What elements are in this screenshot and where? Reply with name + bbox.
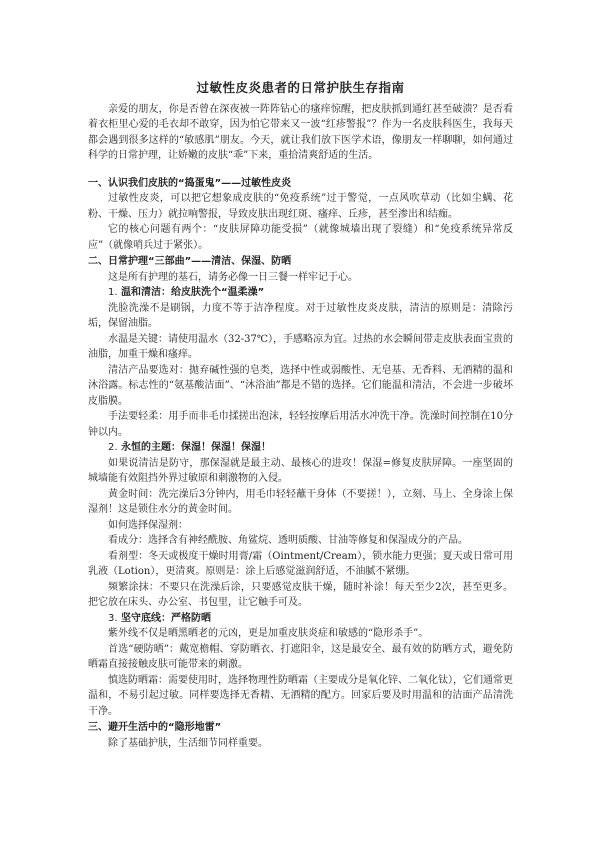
paragraph: 如果说清洁是防守，那保湿就是最主动、最核心的进攻！保湿=修复皮肤屏障。一座坚固的城墙能有效阻挡外界过敏原和刺激物的入侵。 — [88, 457, 513, 484]
subsection-number: 1. — [108, 287, 118, 298]
paragraph: 清洁产品要选对：抛弃碱性强的皂类，选择中性或弱酸性、无皂基、无香料、无酒精的温和沐浴露。标志性的“氨基酸洁面”、“沐浴油”都是不错的选择。它们能温和清洁，不会进一步破坏皮脂膜。 — [88, 364, 513, 407]
subsection-title: 温和清洁：给皮肤洗个“温柔澡” — [121, 287, 265, 298]
section-3-heading: 三、避开生活中的“隐形地雷” — [88, 722, 222, 733]
subsection-2-heading — [88, 440, 513, 456]
paragraph: 频繁涂抹：不要只在洗澡后涂，只要感觉皮肤干燥，随时补涂！每天至少2次，甚至更多。把它放在床头、办公室、书包里，让它触手可及。 — [88, 581, 513, 608]
paragraph: 紫外线不仅是晒黑晒老的元凶，更是加重皮肤炎症和敏感的“隐形杀手”。 — [108, 628, 429, 639]
subsection-number: 2. — [108, 442, 118, 453]
paragraph: 首选“硬防晒”：戴宽檐帽、穿防晒衣、打遮阳伞，这是最安全、最有效的防晒方式，避免防晒霜直接接触皮肤可能带来的刺激。 — [88, 643, 513, 670]
subsection-title: 坚守底线：严格防晒 — [121, 612, 212, 624]
paragraph: 洗脸洗澡不是刷锅，力度不等于洁净程度。对于过敏性皮炎皮肤，清洁的原则是：清除污垢，保留油脂。 — [88, 302, 513, 329]
section-1-heading: 一、认识我们皮肤的“捣蛋鬼”——过敏性皮炎 — [88, 177, 292, 189]
paragraph: 手法要轻柔：用手而非毛巾揉搓出泡沫，轻轻按摩后用活水冲洗干净。洗澡时间控制在10分钟以内。 — [88, 411, 513, 438]
paragraph: 过敏性皮炎，可以把它想象成皮肤的“免疫系统”过于警觉，一点风吹草动（比如尘螨、花粉、干燥、压力）就拉响警报，导致皮肤出现红斑、瘙痒、丘疹，甚至渗出和结痂。 — [88, 193, 513, 220]
paragraph: 它的核心问题有两个：“皮肤屏障功能受损”（就像城墙出现了裂缝）和“免疫系统异常反应”（就像哨兵过于紧张）。 — [88, 224, 513, 251]
intro-paragraph: 亲爱的朋友，你是否曾在深夜被一阵阵钻心的瘙痒惊醒，把皮肤抓到通红甚至破溃？是否看着衣柜里心爱的毛衣却不敢穿，因为怕它带来又一波“红疹警报”？作为一名皮肤科医生，我每天都会遇到很多这样的“敏感肌”朋友。今天，就让我们放下医学术语，像朋友一样聊聊，如何通过科学的日常护理，让娇嫩的皮肤“乖”下来，重拾清爽舒适的生活。 — [88, 103, 513, 161]
paragraph: 慎选防晒霜：需要使用时，选择物理性防晒霜（主要成分是氧化锌、二氧化钛），它们通常更温和，不易引起过敏。同样要选择无香精、无酒精的配方。回家后要及时用温和的洁面产品清洗干净。 — [88, 674, 513, 717]
paragraph: 这是所有护理的基石，请务必像一日三餐一样牢记于心。 — [108, 271, 358, 283]
subsection-number: 3. — [108, 612, 118, 624]
subsection-1-heading — [88, 285, 513, 301]
paragraph: 看成分：选择含有神经酰胺、角鲨烷、透明质酸、甘油等修复和保湿成分的产品。 — [108, 535, 468, 546]
subsection-title: 永恒的主题：保湿！保湿！保湿！ — [121, 442, 272, 453]
paragraph: 黄金时间：洗完澡后3分钟内，用毛巾轻轻蘸干身体（不要搓！），立刻、马上、全身涂上保湿剂！这是锁住水分的黄金时间。 — [88, 488, 513, 515]
subsection-3-heading — [88, 611, 513, 627]
paragraph: 如何选择保湿剂： — [108, 519, 188, 531]
document-title: 过敏性皮炎患者的日常护肤生存指南 — [196, 80, 405, 95]
paragraph: 水温是关键：请使用温水（32-37℃），手感略凉为宜。过热的水会瞬间带走皮肤表面宝贵的油脂，加重干燥和瘙痒。 — [88, 333, 514, 360]
paragraph: 看剂型：冬天或极度干燥时用膏/霜（Ointment/Cream），锁水能力更强；夏天或日常可用乳液（Lotion），更清爽。原则是：涂上后感觉滋润舒适，不油腻不紧绷。 — [88, 550, 513, 577]
paragraph: 除了基础护肤，生活细节同样重要。 — [108, 737, 268, 749]
section-2-heading: 二、日常护理“三部曲”——清洁、保湿、防晒 — [88, 256, 292, 267]
